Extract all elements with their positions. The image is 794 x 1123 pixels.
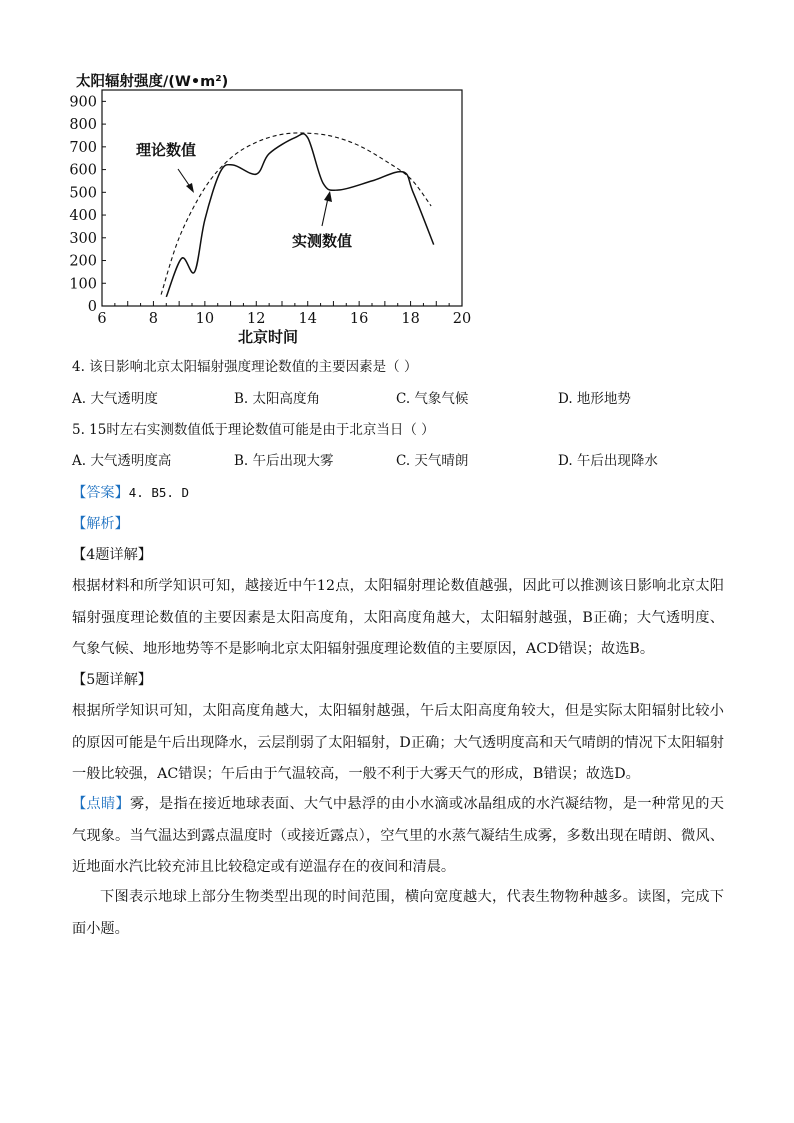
annotation-theory-arrowhead xyxy=(186,183,194,193)
x-tick-label: 14 xyxy=(298,311,317,327)
q5-option-c: C. 天气晴朗 xyxy=(396,453,469,469)
annotation-measured-arrowhead xyxy=(324,191,332,202)
y-tick-label: 200 xyxy=(69,253,97,270)
tip-label: 【点睛】 xyxy=(72,796,130,812)
x-tick-label: 12 xyxy=(247,311,266,327)
q5-option-d: D. 午后出现降水 xyxy=(558,453,658,469)
y-axis-label: 太阳辐射强度/(W•m²) xyxy=(76,74,229,90)
answer-label: 【答案】 xyxy=(72,485,129,501)
y-tick-label: 800 xyxy=(69,117,97,134)
y-tick-label: 900 xyxy=(69,94,97,111)
annotation-theory: 理论数值 xyxy=(136,141,197,159)
x-tick-label: 10 xyxy=(195,311,215,327)
y-tick-label: 500 xyxy=(69,185,97,202)
x-tick-group xyxy=(97,301,471,327)
q4-option-d: D. 地形地势 xyxy=(558,391,631,407)
y-tick-label: 100 xyxy=(69,276,97,293)
x-axis-label: 北京时间 xyxy=(238,328,299,346)
x-tick-label: 6 xyxy=(97,311,107,327)
series-line-theory xyxy=(161,133,431,295)
x-tick-label: 16 xyxy=(349,311,369,327)
q4-option-c: C. 气象气候 xyxy=(396,391,469,407)
y-tick-group xyxy=(69,94,106,315)
tip-text: 雾，是指在接近地球表面、大气中悬浮的由小水滴或冰晶组成的水汽凝结物，是一种常见的天气现象。当气温达到露点温度时（或接近露点），空气里的水蒸气凝结生成雾，多数出现在晴朗、微风、近地面水汽比较充沛且比较稳定或有逆温存在的夜间和清晨。 xyxy=(72,796,724,875)
y-tick-label: 600 xyxy=(69,162,97,179)
analysis-label: 【解析】 xyxy=(72,516,129,532)
y-tick-label: 0 xyxy=(87,299,97,315)
tip-paragraph xyxy=(72,789,724,884)
question-4-stem: 4. 该日影响北京太阳辐射强度理论数值的主要因素是（ ） xyxy=(72,359,418,375)
answer-text: 4. B5. D xyxy=(128,485,189,500)
solar-radiation-chart xyxy=(60,66,480,350)
detail-5-label: 【5题详解】 xyxy=(72,672,152,688)
x-tick-label: 20 xyxy=(452,311,472,327)
question-5-stem: 5. 15时左右实测数值低于理论数值可能是由于北京当日（ ） xyxy=(72,422,435,438)
detail-5-text: 根据所学知识可知，太阳高度角越大，太阳辐射越强，午后太阳高度角较大，但是实际太阳辐射比较小的原因可能是午后出现降水，云层削弱了太阳辐射，D正确；大气透明度高和天气晴朗的情况下太阳辐射一般比较强，AC错误；午后由于气温较高，一般不利于大雾天气的形成，B错误；故选D。 xyxy=(72,703,724,782)
detail-4-text: 根据材料和所学知识可知，越接近中午12点，太阳辐射理论数值越强，因此可以推测该日影响北京太阳辐射强度理论数值的主要因素是太阳高度角，太阳高度角越大，太阳辐射越强，B正确；大气透明度、 气象气候、地形地势等不是影响北京太阳辐射强度理论数值的主要原因，ACD错误；故选B。 xyxy=(72,578,724,657)
plot-frame xyxy=(102,90,462,306)
q5-option-b: B. 午后出现大雾 xyxy=(234,453,334,469)
detail-4-label: 【4题详解】 xyxy=(72,547,152,563)
x-tick-label: 8 xyxy=(148,311,159,327)
x-tick-label: 18 xyxy=(401,311,420,327)
q5-option-a: A. 大气透明度高 xyxy=(72,453,172,469)
annotation-measured-arrow xyxy=(322,198,328,226)
next-question-intro: 下图表示地球上部分生物类型出现的时间范围，横向宽度越大，代表生物物种越多。读图，完成下面小题。 xyxy=(72,889,724,937)
q4-option-b: B. 太阳高度角 xyxy=(234,391,321,407)
series-line-measured xyxy=(166,134,433,297)
answer-line xyxy=(72,483,189,503)
y-tick-label: 700 xyxy=(69,139,97,156)
annotation-measured: 实测数值 xyxy=(292,232,353,250)
q4-option-a: A. 大气透明度 xyxy=(72,391,158,407)
y-tick-label: 400 xyxy=(69,208,97,225)
y-tick-label: 300 xyxy=(69,230,97,247)
